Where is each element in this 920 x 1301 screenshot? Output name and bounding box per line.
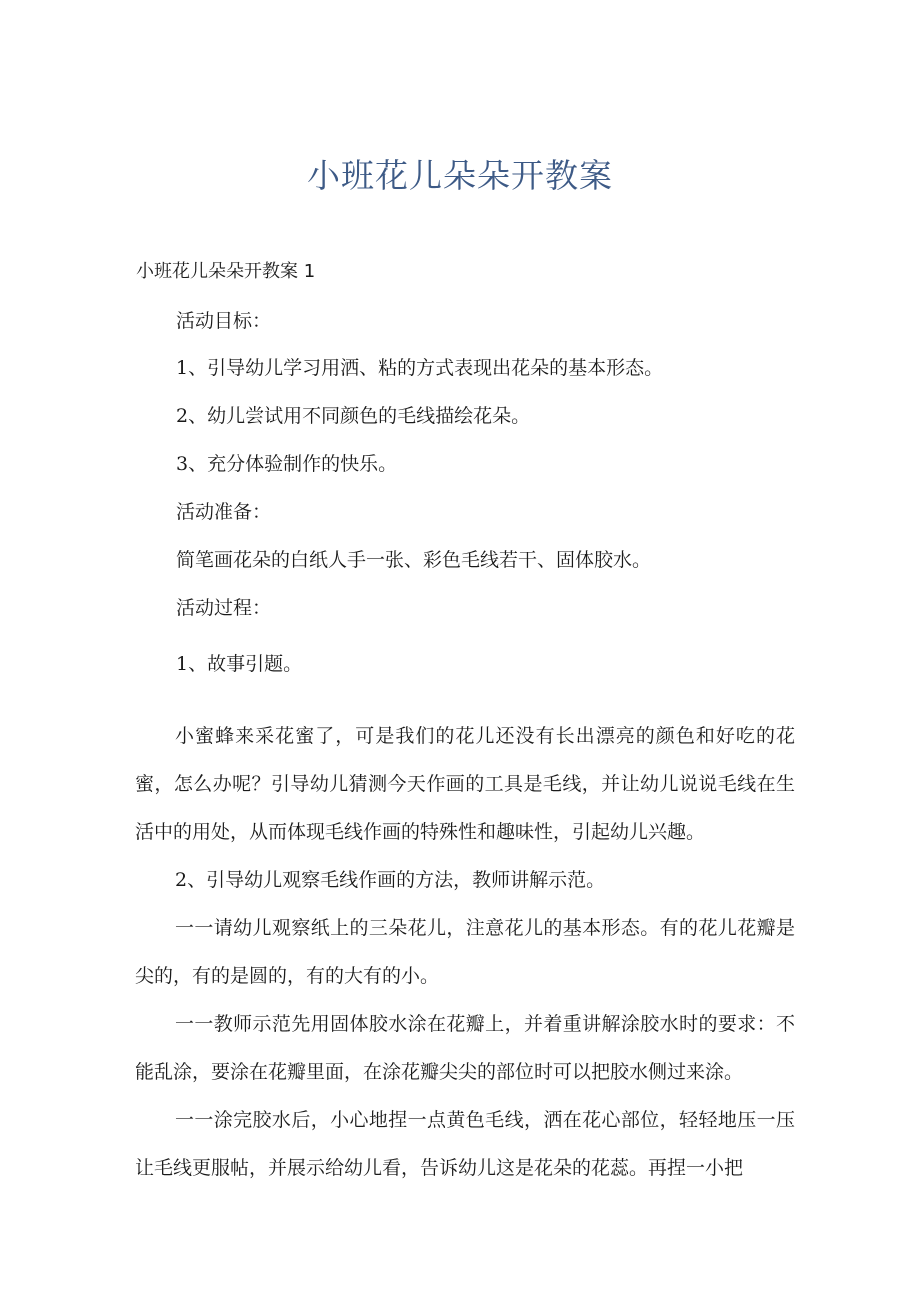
goal-item-2: 2、幼儿尝试用不同颜色的毛线描绘花朵。 [176,405,531,427]
page-title: 小班花儿朵朵开教案 [307,156,613,195]
activity-prep-text: 简笔画花朵的白纸人手一张、彩色毛线若干、固体胶水。 [176,549,652,571]
activity-goals-heading: 活动目标： [176,310,272,332]
activity-process-heading: 活动过程： [176,597,272,619]
paragraph-yarn-demo: 一一涂完胶水后，小心地捏一点黄色毛线，洒在花心部位，轻轻地压一压让毛线更服帖，并展示给幼儿看，告诉幼儿这是花朵的花蕊。再捏一小把 [135,1109,795,1179]
goal-item-3: 3、充分体验制作的快乐。 [176,453,398,475]
paragraph-story-intro: 小蜜蜂来采花蜜了，可是我们的花儿还没有长出漂亮的颜色和好吃的花蜜，怎么办呢？引导幼儿猜测今天作画的工具是毛线，并让幼儿说说毛线在生活中的用处，从而体现毛线作画的特殊性和趣味性，引起幼儿兴趣。 [135,725,795,843]
activity-prep-heading: 活动准备： [176,501,272,523]
paragraph-glue-demo: 一一教师示范先用固体胶水涂在花瓣上，并着重讲解涂胶水时的要求：不能乱涂，要涂在花瓣里面，在涂花瓣尖尖的部位时可以把胶水侧过来涂。 [135,1013,795,1083]
paragraph-observe-flowers: 一一请幼儿观察纸上的三朵花儿，注意花儿的基本形态。有的花儿花瓣是尖的，有的是圆的，有的大有的小。 [135,917,795,987]
process-step-2: 2、引导幼儿观察毛线作画的方法，教师讲解示范。 [175,869,606,891]
goal-item-1: 1、引导幼儿学习用洒、粘的方式表现出花朵的基本形态。 [176,357,664,379]
process-step-1: 1、故事引题。 [176,653,303,675]
section-heading: 小班花儿朵朵开教案 1 [136,261,316,282]
